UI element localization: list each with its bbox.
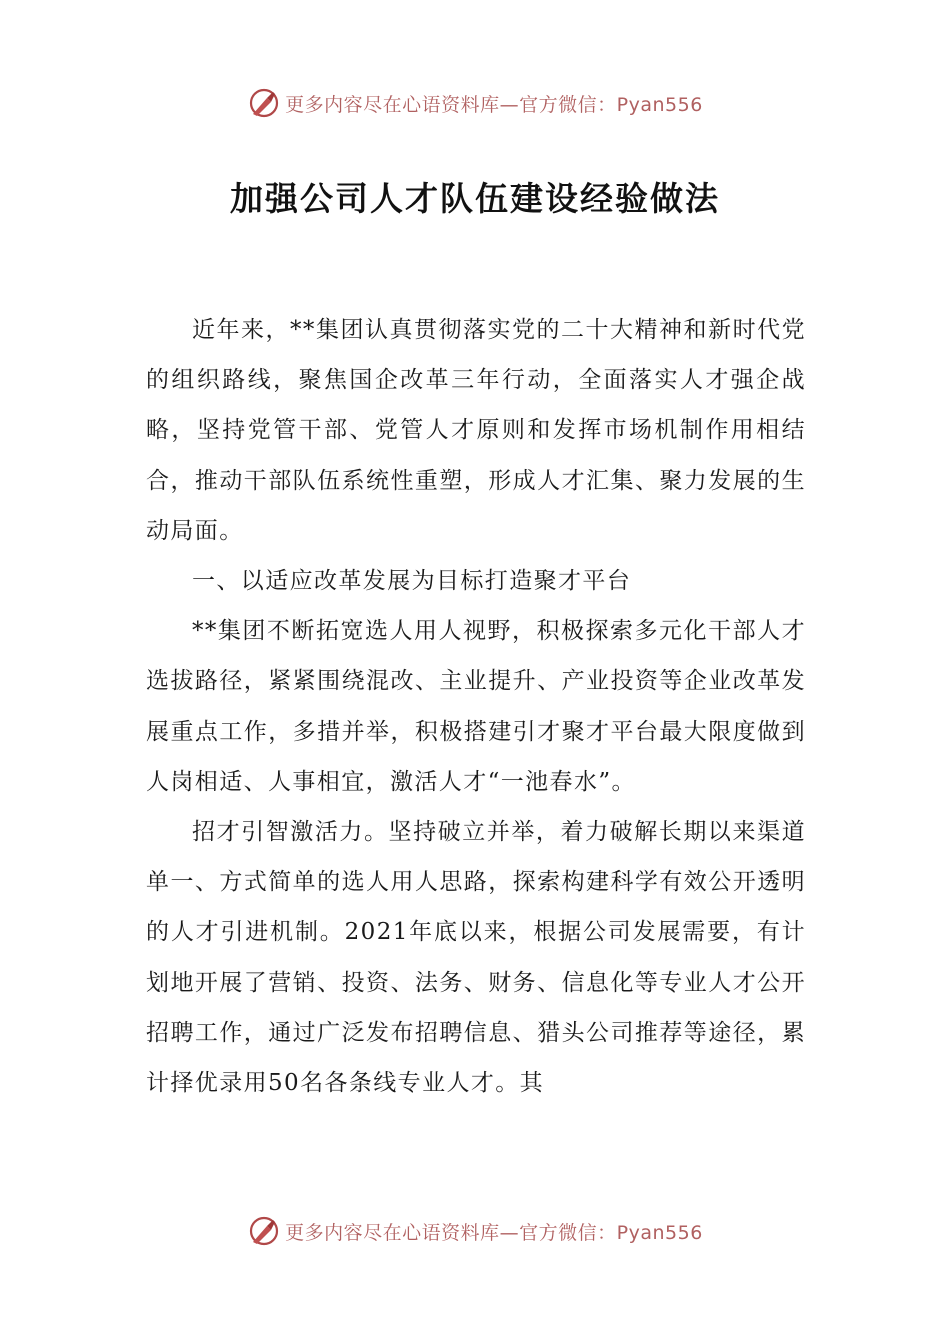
pen-nib-circle-icon <box>247 86 281 120</box>
paragraph-intro: 近年来，**集团认真贯彻落实党的二十大精神和新时代党的组织路线，聚焦国企改革三年行动，全面落实人才强企战略，坚持党管干部、党管人才原则和发挥市场机制作用相结合，推动干部队伍系统性重塑，形成人才汇集、聚力发展的生动局面。 <box>146 317 806 544</box>
watermark-text: 更多内容尽在心语资料库—官方微信：Pyan556 <box>285 93 703 116</box>
paragraph-talent-recruitment: 招才引智激活力。坚持破立并举，着力破解长期以来渠道单一、方式简单的选人用人思路，探索构建科学有效公开透明的人才引进机制。2021年底以来，根据公司发展需要，有计划地开展了营销、投资、法务、财务、信息化等专业人才公开招聘工作，通过广泛发布招聘信息、猎头公司推荐等途径，累计择优录用50名各条线专业人才。其 <box>146 819 806 1097</box>
pen-nib-circle-icon <box>247 1214 281 1248</box>
section-heading-1: 一、以适应改革发展为目标打造聚才平台 <box>192 568 632 595</box>
header-watermark <box>0 86 950 120</box>
footer-watermark <box>0 1214 950 1248</box>
paragraph-section-1: **集团不断拓宽选人用人视野，积极探索多元化干部人才选拔路径，紧紧围绕混改、主业提升、产业投资等企业改革发展重点工作，多措并举，积极搭建引才聚才平台最大限度做到人岗相适、人事相宜，激活人才“一池春水”。 <box>146 618 806 795</box>
document-body <box>146 305 806 1108</box>
watermark-text: 更多内容尽在心语资料库—官方微信：Pyan556 <box>285 1221 703 1244</box>
document-title: 加强公司人才队伍建设经验做法 <box>230 179 720 218</box>
